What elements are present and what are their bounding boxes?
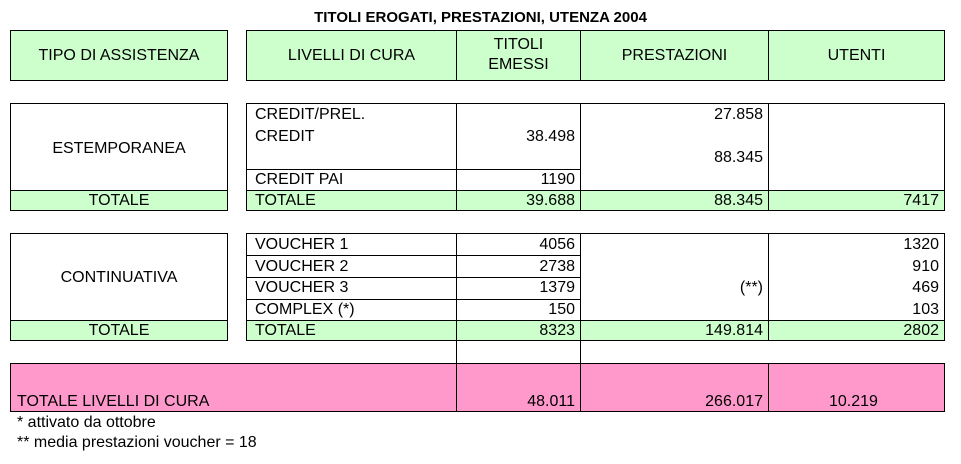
footnote-2: ** media prestazioni voucher = 18: [17, 434, 257, 451]
header-livelli: LIVELLI DI CURA: [287, 47, 416, 64]
estemporanea-totale-level-cell: [246, 190, 457, 211]
header-prestazioni-cell: [580, 30, 769, 81]
level-voucher-3: VOUCHER 3: [255, 279, 349, 296]
grand-total-label: TOTALE LIVELLI DI CURA: [17, 393, 210, 410]
estemporanea-totale-left-cell: [10, 190, 228, 211]
page-title: TITOLI EROGATI, PRESTAZIONI, UTENZA 2004: [314, 9, 647, 26]
estemporanea-cell: [10, 103, 228, 191]
continuativa-totale-level: TOTALE: [255, 322, 316, 339]
estemporanea-totale-utenti-cell: [768, 190, 945, 211]
titoli-credit-pai: 1190: [540, 171, 575, 188]
estemporanea-totale-utenti: 7417: [903, 192, 939, 209]
level-voucher-2: VOUCHER 2: [255, 258, 349, 275]
header-utenti: UTENTI: [827, 47, 886, 64]
prestazioni-credit-prel: 27.858: [714, 106, 763, 123]
level-credit: CREDIT: [255, 128, 315, 145]
continuativa-totale-utenti-cell: [768, 320, 945, 341]
titoli-credit: 38.498: [526, 128, 575, 145]
header-tipo-cell: [10, 30, 228, 81]
continuativa-totale-prestazioni-cell: [580, 320, 769, 341]
header-titoli-line2: EMESSI: [488, 56, 549, 73]
level-voucher-1: VOUCHER 1: [255, 236, 349, 253]
grand-total-utenti: 10.219: [829, 393, 878, 410]
utenti-voucher-2: 910: [912, 258, 939, 275]
header-tipo: TIPO DI ASSISTENZA: [38, 47, 200, 64]
level-credit-pai: CREDIT PAI: [255, 171, 344, 188]
continuativa-totale-titoli-cell: [456, 320, 581, 341]
level-complex: COMPLEX (*): [255, 301, 355, 318]
grand-total-prestazioni: 266.017: [705, 393, 763, 410]
utenti-voucher-3: 469: [912, 279, 939, 296]
prestazioni-credit: 88.345: [714, 149, 763, 166]
header-titoli-line1: TITOLI: [493, 36, 544, 53]
continuativa-label: CONTINUATIVA: [60, 269, 178, 286]
estemporanea-totale-prestazioni-cell: [580, 190, 769, 211]
continuativa-cell: [10, 233, 228, 321]
continuativa-totale-left: TOTALE: [88, 322, 150, 339]
footnote-1: * attivato da ottobre: [17, 414, 156, 431]
utenti-voucher-1: 1320: [903, 236, 939, 253]
estemporanea-label: ESTEMPORANEA: [52, 140, 186, 157]
prestazioni-voucher-note: (**): [739, 279, 763, 296]
estemporanea-totale-level: TOTALE: [255, 192, 316, 209]
continuativa-totale-level-cell: [246, 320, 457, 341]
header-titoli-cell: [456, 30, 581, 81]
estemporanea-totale-titoli-cell: [456, 190, 581, 211]
titoli-voucher-2: 2738: [539, 258, 575, 275]
level-credit-prel: CREDIT/PREL.: [255, 106, 366, 123]
header-prestazioni: PRESTAZIONI: [621, 47, 728, 64]
utenti-complex: 103: [912, 301, 939, 318]
grand-total-titoli: 48.011: [527, 393, 575, 410]
continuativa-totale-titoli: 8323: [539, 322, 575, 339]
titoli-complex: 150: [548, 301, 575, 318]
continuativa-totale-prestazioni: 149.814: [705, 322, 763, 339]
continuativa-totale-utenti: 2802: [903, 322, 939, 339]
estemporanea-totale-prestazioni: 88.345: [714, 192, 763, 209]
header-utenti-cell: [768, 30, 945, 81]
titoli-voucher-1: 4056: [539, 236, 575, 253]
estemporanea-totale-left: TOTALE: [88, 192, 150, 209]
continuativa-totale-left-cell: [10, 320, 228, 341]
header-livelli-cell: [246, 30, 457, 81]
titoli-voucher-3: 1379: [539, 279, 575, 296]
estemporanea-totale-titoli: 39.688: [526, 192, 575, 209]
